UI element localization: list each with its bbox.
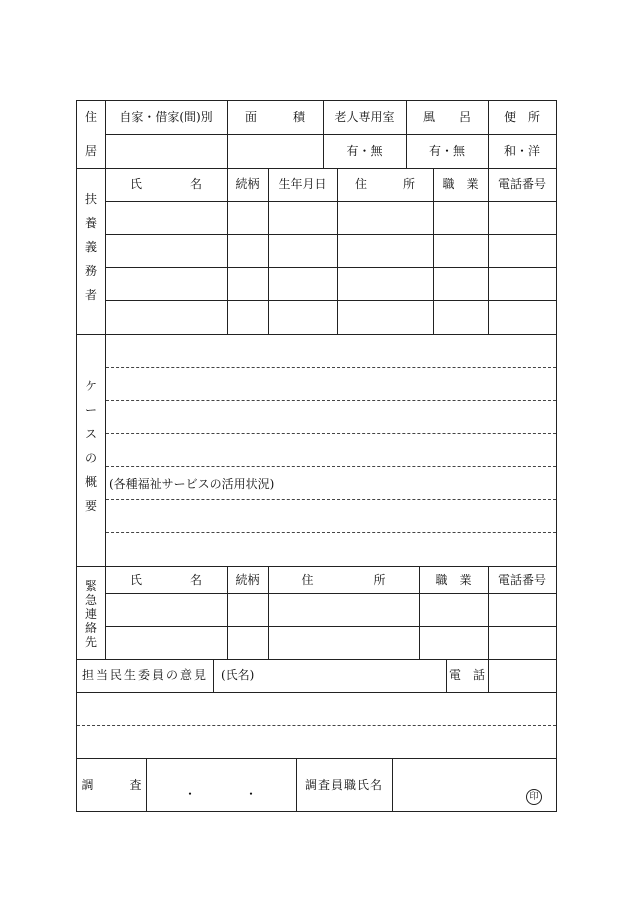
supporters-header-relation: 続柄 xyxy=(235,177,260,191)
rule-survey-col3 xyxy=(392,758,393,811)
survey-officer-label: 調査員職氏名 xyxy=(304,778,383,792)
housing-type-label: 自家・借家(間)別 xyxy=(119,110,213,124)
emergency-header-phone: 電話番号 xyxy=(497,573,546,587)
rule-opinion-col3 xyxy=(488,659,489,692)
rule-supporters-row4 xyxy=(105,300,556,301)
bath-choice[interactable]: 有・無 xyxy=(428,144,465,158)
rule-housing-bottom xyxy=(77,168,556,169)
supporters-side-label: 扶 養 義 務 者 xyxy=(84,192,97,302)
emergency-header-name: 氏 名 xyxy=(129,573,202,587)
rule-supporters-col5 xyxy=(488,168,489,334)
case-line-1[interactable] xyxy=(106,367,556,368)
rule-opinion-col1 xyxy=(213,659,214,692)
seal-mark: 印 xyxy=(526,789,542,805)
rule-emergency-row2 xyxy=(105,626,556,627)
bath-label: 風 呂 xyxy=(422,110,471,124)
rule-supporters-col3 xyxy=(337,168,338,334)
rule-supporters-label-col xyxy=(105,168,106,334)
supporters-header-address: 住 所 xyxy=(354,177,415,191)
case-line-4[interactable] xyxy=(106,466,556,467)
rule-supporters-bottom xyxy=(77,334,556,335)
welfare-survey-form xyxy=(76,100,557,812)
survey-date-dot-1[interactable]: ・ xyxy=(184,787,197,801)
survey-label: 調 査 xyxy=(81,778,142,792)
rule-supporters-col4 xyxy=(433,168,434,334)
rule-supporters-row2 xyxy=(105,234,556,235)
supporters-header-job: 職 業 xyxy=(442,177,479,191)
emergency-header-address: 住 所 xyxy=(301,573,386,587)
supporters-header-name: 氏 名 xyxy=(129,177,202,191)
rule-emergency-row1 xyxy=(105,593,556,594)
survey-date-dot-2[interactable]: ・ xyxy=(245,787,258,801)
toilet-choice[interactable]: 和・洋 xyxy=(503,144,540,158)
housing-label-bottom: 居 xyxy=(84,144,97,158)
case-line-2[interactable] xyxy=(106,400,556,401)
supporters-header-phone: 電話番号 xyxy=(497,177,546,191)
rule-survey-col1 xyxy=(146,758,147,811)
elder-room-label: 老人専用室 xyxy=(334,110,395,124)
opinion-name-label: (氏名) xyxy=(221,668,255,682)
opinion-phone-label: 電 話 xyxy=(448,668,485,682)
case-side-label: ケ ー ス の 概 要 xyxy=(84,379,97,513)
emergency-side-label: 緊 急 連 絡 先 xyxy=(84,579,97,649)
rule-emergency-bottom xyxy=(77,659,556,660)
rule-opinion-header-bottom xyxy=(77,692,556,693)
rule-supporters-col2 xyxy=(268,168,269,334)
rule-supporters-row1 xyxy=(105,201,556,202)
opinion-label: 担当民生委員の意見 xyxy=(81,668,208,682)
emergency-header-relation: 続柄 xyxy=(235,573,260,587)
housing-label-top: 住 xyxy=(84,110,97,124)
case-services-note: (各種福祉サービスの活用状況) xyxy=(109,477,275,491)
case-line-5[interactable] xyxy=(106,499,556,500)
rule-opinion-bottom xyxy=(77,758,556,759)
emergency-header-job: 職 業 xyxy=(435,573,472,587)
rule-supporters-row3 xyxy=(105,267,556,268)
housing-area-label: 面 積 xyxy=(244,110,305,124)
case-line-3[interactable] xyxy=(106,433,556,434)
rule-supporters-col1 xyxy=(227,168,228,334)
toilet-label: 便 所 xyxy=(503,110,540,124)
rule-case-bottom xyxy=(77,566,556,567)
elder-room-choice[interactable]: 有・無 xyxy=(346,144,383,158)
opinion-line-1[interactable] xyxy=(77,725,556,726)
case-line-6[interactable] xyxy=(106,532,556,533)
supporters-header-birth: 生年月日 xyxy=(278,177,327,191)
